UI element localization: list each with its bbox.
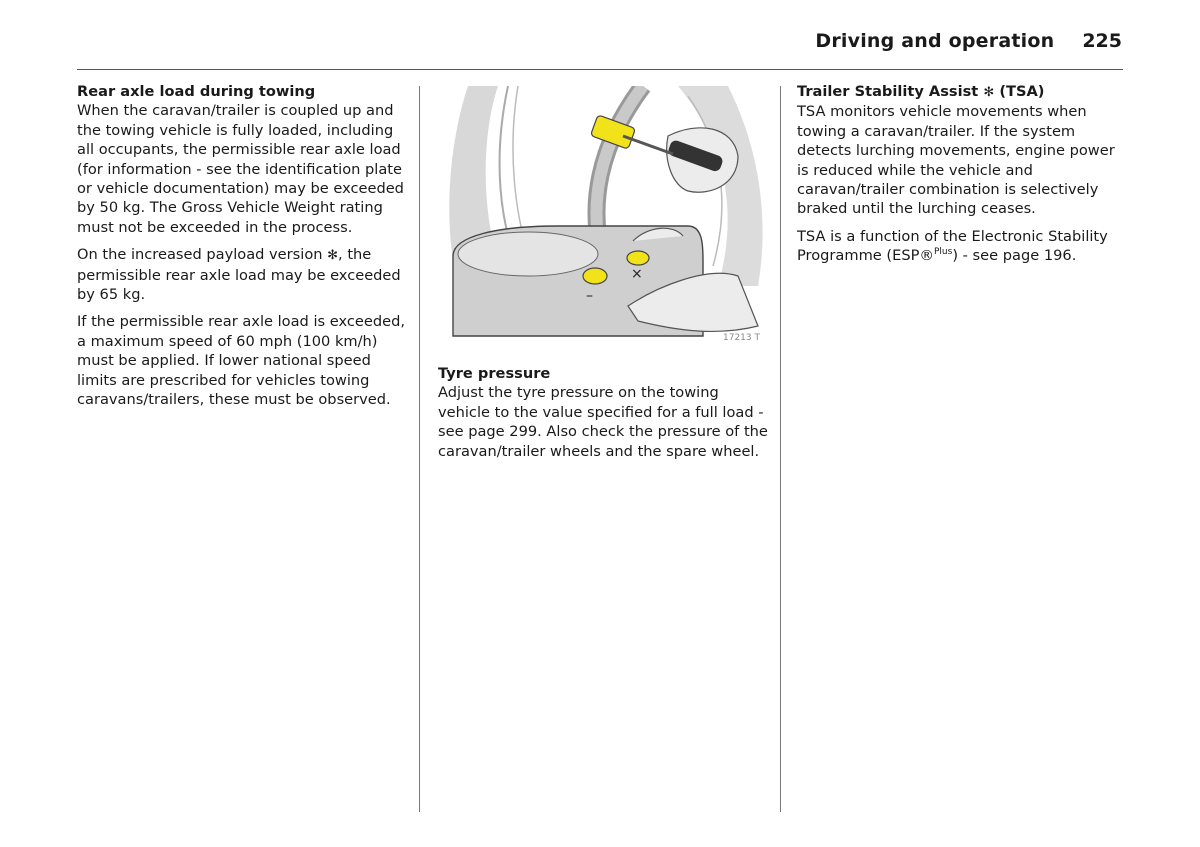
option-mark-icon: ✻ bbox=[983, 85, 995, 100]
rear-axle-load-heading: Rear axle load during towing bbox=[77, 83, 316, 100]
tsa-paragraph-1: TSA monitors vehicle movements when towing a caravan/trailer. If the system detects lurching movements, engine power is reduced while the vehicle and caravan/trailer combination is selectively braked until the lurching ceases. bbox=[797, 103, 1115, 218]
right-column bbox=[797, 82, 1127, 274]
minus-marker: – bbox=[586, 288, 593, 304]
column-divider-left bbox=[419, 86, 420, 812]
section-title: Driving and operation bbox=[815, 30, 1055, 52]
tsa-paragraph-2 bbox=[797, 227, 1127, 266]
paragraph-text: On the increased payload version bbox=[77, 246, 328, 264]
column-divider-right bbox=[780, 86, 781, 812]
rear-axle-load-paragraph-2 bbox=[77, 245, 407, 304]
paragraph-text: , the permissible rear axle load may be exceeded by 65 kg. bbox=[77, 246, 401, 304]
option-mark-icon: ✻ bbox=[327, 248, 339, 264]
superscript-plus: Plus bbox=[933, 247, 953, 258]
rear-axle-load-paragraph-1: When the caravan/trailer is coupled up and the towing vehicle is fully loaded, including all occupants, the permissible rear axle load (for information - see the identification plate or vehicle documentation) may be exceeded by 50 kg. The Gross Vehicle Weight rating must not be exceeded in the process. bbox=[77, 102, 404, 236]
left-column bbox=[77, 82, 407, 418]
header-rule bbox=[77, 69, 1123, 70]
tsa-heading bbox=[797, 82, 1127, 102]
rear-axle-load-paragraph-3: If the permissible rear axle load is exceeded, a maximum speed of 60 mph (100 km/h) must be applied. If lower national speed limits are prescribed for vehicles towing caravans/trailers, these must be observed. bbox=[77, 313, 405, 409]
tyre-valve-illustration bbox=[438, 86, 770, 348]
paragraph-text: ) - see page 196. bbox=[952, 247, 1077, 265]
page-number: 225 bbox=[1082, 30, 1122, 52]
paragraph-text: TSA is a function of the Electronic Stability Programme (ESP® bbox=[797, 227, 1108, 265]
tyre-pressure-paragraph: Adjust the tyre pressure on the towing vehicle to the value specified for a full load - see page 299. Also check the pressure of the caravan/trailer wheels and the spare wheel. bbox=[438, 384, 768, 460]
plus-marker: × bbox=[631, 266, 643, 282]
heading-text: Trailer Stability Assist bbox=[797, 83, 984, 100]
middle-column bbox=[438, 364, 770, 469]
tyre-pressure-heading: Tyre pressure bbox=[438, 365, 551, 382]
page-header bbox=[815, 30, 1122, 52]
figure-number: 17213 T bbox=[723, 333, 760, 343]
heading-text: (TSA) bbox=[994, 83, 1045, 100]
